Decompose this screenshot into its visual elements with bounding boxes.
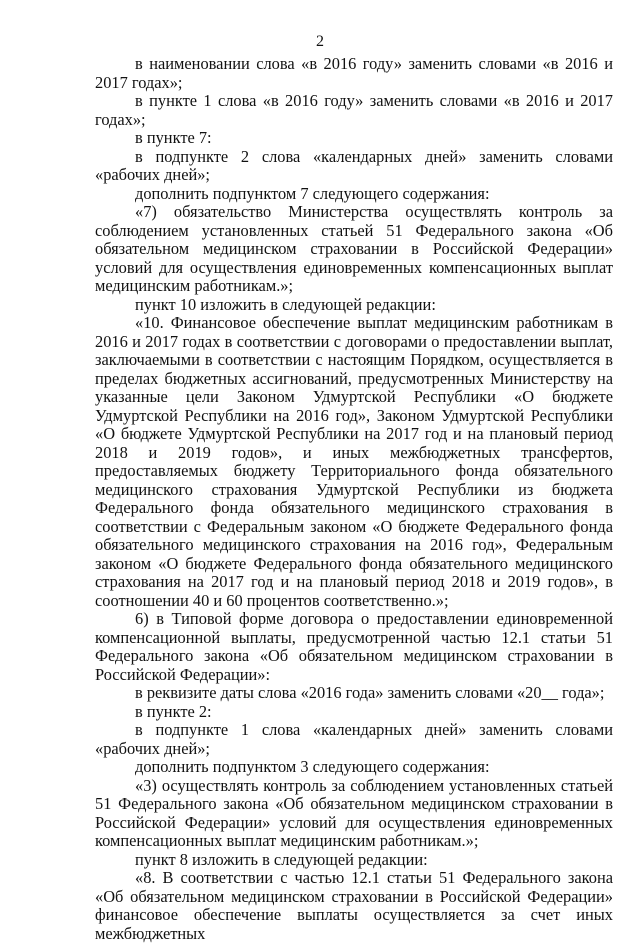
paragraph-15: пункт 8 изложить в следующей редакции: (135, 849, 428, 869)
paragraph-16: «8. В соответствии с частью 12.1 статьи 51 Федерального закона «Об обязательном медицинском страховании в Российской Федерации» финансовое обеспечение выплаты осуществляется за счет иных межбюджетных (95, 868, 613, 943)
paragraph-2: в пункте 1 слова «в 2016 году» заменить словами «в 2016 и 2017 годах»; (95, 91, 613, 129)
paragraph-6: «7) обязательство Министерства осуществлять контроль за соблюдением установленных статьей 51 Федерального закона «Об обязательном медицинском страховании в Российской Федерации» условий для осуществления единовременных компенсационных выплат медицинским работникам.»; (95, 202, 613, 295)
page-number: 2 (316, 33, 324, 50)
paragraph-12: в подпункте 1 слова «календарных дней» заменить словами «рабочих дней»; (95, 720, 613, 758)
paragraph-11: в пункте 2: (135, 701, 212, 721)
paragraph-7: пункт 10 изложить в следующей редакции: (135, 294, 436, 314)
paragraph-8: «10. Финансовое обеспечение выплат медицинским работникам в 2016 и 2017 годах в соответствии с договорами о предоставлении выплат, заключаемыми в соответствии с настоящим Порядком, осуществляется в пределах бюджетных ассигнований, предусмотренных Министерству на указанные цели Законом Удмуртской Республики «О бюджете Удмуртской Республики на 2016 год», Законом Удмуртской Республики «О бюджете Удмуртской Республики на 2017 год и на плановый период 2018 и 2019 годов», и иных межбюджетных трансфертов, предоставляемых бюджету Территориального фонда обязательного медицинского страхования Удмуртской Республики из бюджета Федерального фонда обязательного медицинского страхования в соответствии с Федеральным законом «О бюджете Федерального фонда обязательного медицинского страхования на 2016 год», Федеральным законом «О бюджете Федерального фонда обязательного медицинского страхования на 2017 год и на плановый период 2018 и 2019 годов», в соотношении 40 и 60 процентов соответственно.»; (95, 313, 613, 610)
paragraph-10: в реквизите даты слова «2016 года» заменить словами «20__ года»; (135, 683, 605, 702)
document-body (95, 55, 613, 943)
paragraph-1: в наименовании слова «в 2016 году» заменить словами «в 2016 и 2017 годах»; (95, 54, 613, 92)
paragraph-5: дополнить подпунктом 7 следующего содержания: (135, 183, 490, 203)
paragraph-13: дополнить подпунктом 3 следующего содержания: (135, 757, 490, 776)
paragraph-14: «3) осуществлять контроль за соблюдением установленных статьей 51 Федерального закона «Об обязательном медицинском страховании в Российской Федерации» условий для осуществления единовременных компенсационных выплат медицинским работникам.»; (95, 775, 613, 850)
paragraph-3: в пункте 7: (135, 128, 212, 147)
paragraph-4: в подпункте 2 слова «календарных дней» заменить словами «рабочих дней»; (95, 146, 613, 184)
paragraph-9: 6) в Типовой форме договора о предоставлении единовременной компенсационной выплаты, предусмотренной частью 12.1 статьи 51 Федерального закона «Об обязательном медицинском страховании в Российской Федерации»: (95, 609, 613, 684)
